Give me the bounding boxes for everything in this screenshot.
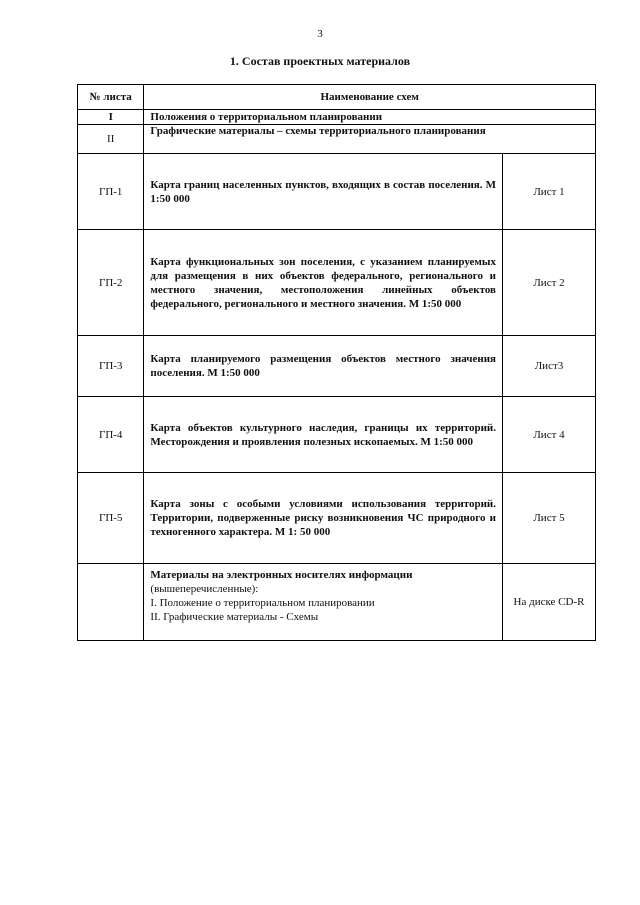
empty-cell xyxy=(78,564,144,641)
table-header-row xyxy=(78,85,596,110)
document-title: 1. Состав проектных материалов xyxy=(229,54,411,68)
electronic-media-description xyxy=(144,564,503,641)
page-number: 3 xyxy=(317,28,323,40)
electronic-media-row xyxy=(78,564,596,641)
sheet-label: Лист 4 xyxy=(503,397,596,473)
scheme-description: Карта функциональных зон поселения, с указанием планируемых для размещения в них объектов федерального, регионального и местного значения, местоположения линейных объектов федерального, регионального и местного значения. М 1:50 000 xyxy=(144,230,503,336)
section-name: Положения о территориальном планировании xyxy=(144,110,596,125)
sheet-label: Лист 2 xyxy=(503,230,596,336)
header-sheet-number: № листа xyxy=(78,85,144,110)
sheet-code: ГП-5 xyxy=(78,473,144,564)
section-number: II xyxy=(78,125,144,154)
header-scheme-name: Наименование схем xyxy=(144,85,596,110)
sheet-label: Лист 5 xyxy=(503,473,596,564)
section-number: I xyxy=(78,110,144,125)
table-row xyxy=(78,473,596,564)
electronic-media-title: Материалы на электронных носителях информации xyxy=(150,569,413,581)
electronic-media-item: I. Положение о территориальном планировании xyxy=(150,597,375,609)
table-row xyxy=(78,336,596,397)
sheet-code: ГП-3 xyxy=(78,336,144,397)
electronic-media-note: (вышеперечисленные): xyxy=(150,583,259,595)
scheme-description: Карта зоны с особыми условиями использования территорий. Территории, подверженные риску возникновения ЧС природного и техногенного характера. М 1: 50 000 xyxy=(144,473,503,564)
sheet-code: ГП-4 xyxy=(78,397,144,473)
sheet-label: Лист 1 xyxy=(503,154,596,230)
section-row xyxy=(78,125,596,154)
contents-table xyxy=(77,84,596,641)
electronic-media-item: II. Графические материалы - Схемы xyxy=(150,611,319,623)
section-name: Графические материалы – схемы территориального планирования xyxy=(144,125,596,154)
section-row xyxy=(78,110,596,125)
table-row xyxy=(78,154,596,230)
scheme-description: Карта границ населенных пунктов, входящих в состав поселения. М 1:50 000 xyxy=(144,154,503,230)
electronic-media-carrier: На диске CD-R xyxy=(503,564,596,641)
sheet-code: ГП-1 xyxy=(78,154,144,230)
sheet-label: Лист3 xyxy=(503,336,596,397)
scheme-description: Карта объектов культурного наследия, границы их территорий. Месторождения и проявления полезных ископаемых. М 1:50 000 xyxy=(144,397,503,473)
scheme-description: Карта планируемого размещения объектов местного значения поселения. М 1:50 000 xyxy=(144,336,503,397)
table-row xyxy=(78,397,596,473)
table-row xyxy=(78,230,596,336)
sheet-code: ГП-2 xyxy=(78,230,144,336)
